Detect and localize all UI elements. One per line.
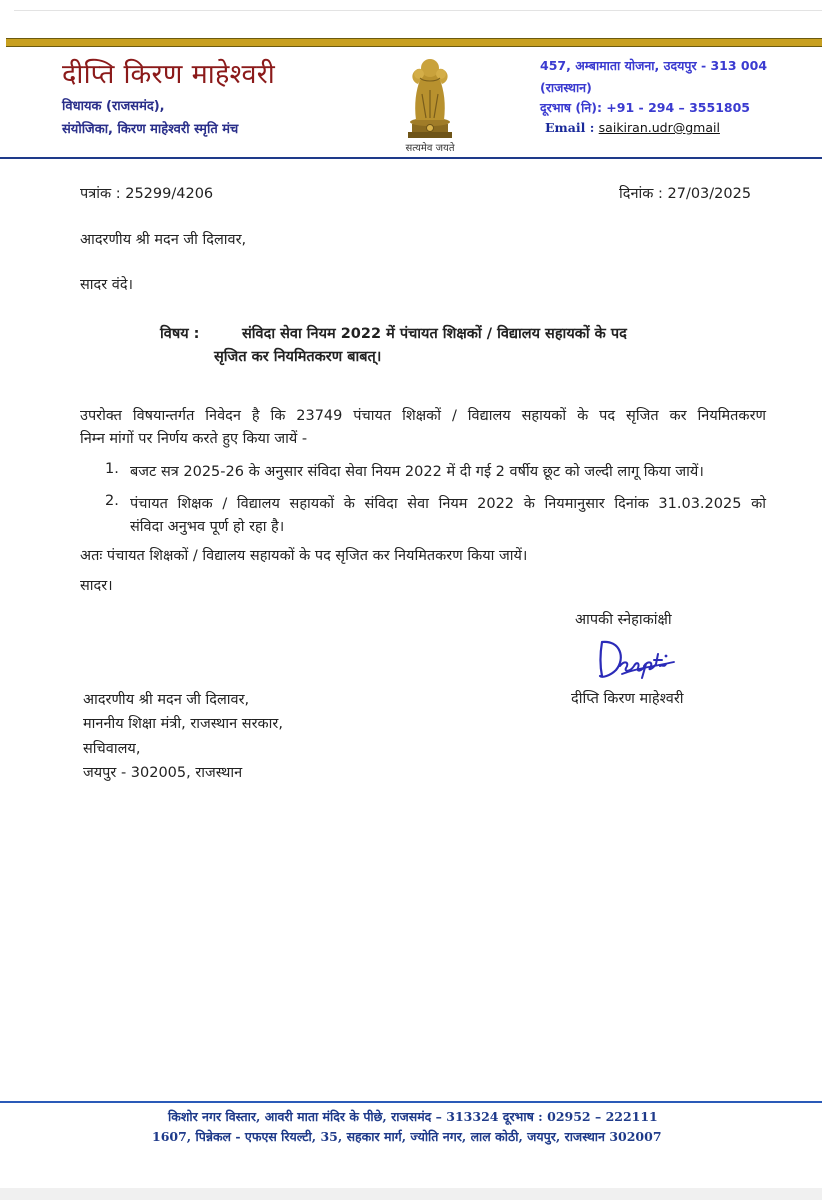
recipient-line-4: जयपुर - 302005, राजस्थान (83, 765, 243, 781)
greeting: सादर वंदे। (80, 277, 134, 293)
signatory-name: दीप्ति किरण माहेश्वरी (571, 691, 684, 707)
body-paragraph (80, 405, 766, 451)
paragraph-line-1: उपरोक्त विषयान्तर्गत निवेदन है कि 23749 पंचायत शिक्षकों / विद्यालय सहायकों के पद सृजित कर नियमितकरण (80, 408, 766, 424)
letterhead-role: संयोजिका, किरण माहेश्वरी स्मृति मंच (62, 122, 239, 137)
footer-address-1: किशोर नगर विस्तार, आवरी माता मंदिर के पीछे, राजसमंद – 313324 दूरभाष : 02952 – 222111 (168, 1109, 658, 1124)
paragraph-line-2: निम्न मांगों पर निर्णय करते हुए किया जायें - (80, 431, 308, 447)
footer-address-2: 1607, पिन्नेकल - एफएस रियल्टी, 35, सहकार मार्ग, ज्योति नगर, लाल कोठी, जयपुर, राजस्थान 302007 (152, 1129, 662, 1144)
closing-phrase: आपकी स्नेहाकांक्षी (575, 612, 672, 628)
phone-number: दूरभाष (नि): +91 - 294 – 3551805 (540, 100, 750, 115)
email-label: Email : (545, 120, 599, 135)
subject-label: विषय : (160, 326, 200, 342)
recipient-line-1: आदरणीय श्री मदन जी दिलावर, (83, 692, 250, 708)
letterhead-name: दीप्ति किरण माहेश्वरी (62, 59, 276, 90)
subject-line-1: संविदा सेवा नियम 2022 में पंचायत शिक्षकों / विद्यालय सहायकों के पद (242, 326, 627, 342)
header-gold-rule (6, 38, 822, 47)
salutation: आदरणीय श्री मदन जी दिलावर, (80, 232, 247, 248)
email-line (545, 120, 720, 135)
conclusion: अतः पंचायत शिक्षकों / विद्यालय सहायकों के पद सृजित कर नियमितकरण किया जायें। (80, 548, 528, 564)
email-link[interactable]: saikiran.udr@gmail (598, 120, 720, 135)
signature (592, 632, 682, 680)
list-item-text: बजट सत्र 2025-26 के अनुसार संविदा सेवा नियम 2022 में दी गई 2 वर्षीय छूट को जल्दी लागू किया जायें। (130, 464, 704, 480)
top-border (14, 0, 822, 11)
list-item-text (130, 493, 766, 539)
recipient-line-2: माननीय शिक्षा मंत्री, राजस्थान सरकार, (83, 716, 283, 732)
address-line-2: (राजस्थान) (540, 80, 592, 95)
subject-line-2: सृजित कर नियमितकरण बाबत्। (214, 349, 382, 365)
list-item-number: 1. (105, 461, 119, 477)
recipient-line-3: सचिवालय, (83, 741, 141, 757)
letterhead-designation: विधायक (राजसमंद), (62, 99, 165, 114)
reference-number: पत्रांक : 25299/4206 (80, 186, 214, 202)
list-item-line-2: संविदा अनुभव पूर्ण हो रहा है। (130, 519, 285, 535)
national-emblem-icon (398, 54, 462, 142)
emblem-motto: सत्यमेव जयते (405, 143, 455, 154)
list-item-line-1: पंचायत शिक्षक / विद्यालय सहायकों के संविदा सेवा नियम 2022 के नियमानुसार दिनांक 31.03.2025 को (130, 496, 766, 512)
letter-date: दिनांक : 27/03/2025 (619, 186, 752, 202)
header-blue-rule (0, 157, 822, 159)
closing-regards: सादर। (80, 578, 113, 594)
address-line-1: 457, अम्बामाता योजना, उदयपुर - 313 004 (540, 58, 768, 73)
footer-rule (0, 1101, 822, 1103)
list-item-number: 2. (105, 493, 119, 509)
bottom-strip (0, 1188, 822, 1200)
